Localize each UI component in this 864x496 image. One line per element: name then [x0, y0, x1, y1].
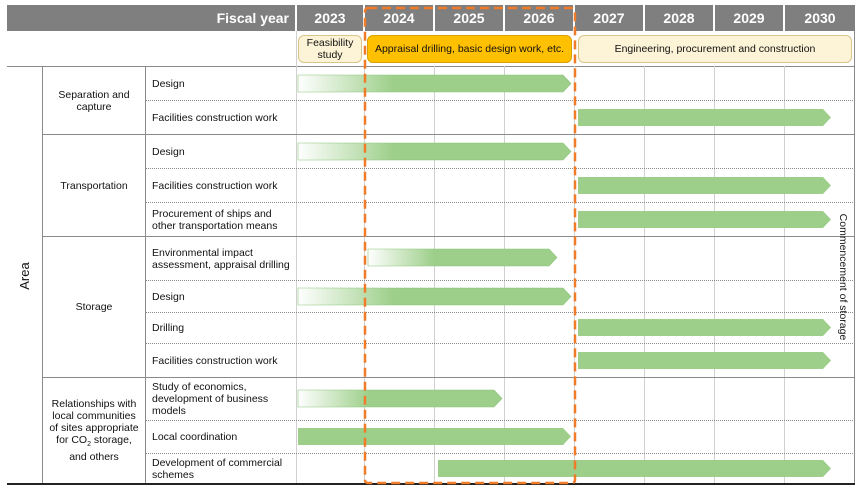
year-2030: 2030: [785, 5, 855, 31]
task-rel-local: Local coordination: [152, 431, 238, 443]
task-stor-drilling: Drilling: [152, 322, 185, 334]
task-stor-facilities: Facilities construction work: [152, 354, 278, 367]
year-2025: 2025: [435, 5, 503, 31]
category-transportation: Transportation: [60, 179, 128, 192]
area-label: Area: [17, 262, 32, 290]
task-trans-design: Design: [152, 145, 185, 158]
year-2029: 2029: [715, 5, 783, 31]
task-stor-design: Design: [152, 290, 185, 303]
phase-epc: Engineering, procurement and construction: [578, 35, 852, 63]
bar-trans-design: [298, 143, 571, 160]
year-2026: 2026: [505, 5, 573, 31]
bar-rel-commercial: [438, 460, 831, 477]
phase-appraisal: Appraisal drilling, basic design work, etc.: [367, 35, 572, 63]
bar-rel-local: [298, 428, 571, 445]
bar-sep-facilities: [578, 109, 831, 126]
category-relationships: Relationships with local communities of sites appropriate for $CO_2$ storage, and others: [49, 397, 139, 464]
year-2027: 2027: [575, 5, 643, 31]
task-rel-economics: Study of economics, development of business models: [152, 381, 269, 417]
category-separation: Separation and capture: [58, 88, 130, 113]
bar-stor-design: [298, 288, 571, 305]
fiscal-year-label: Fiscal year: [216, 10, 289, 26]
task-stor-eia: Environmental impact assessment, appraisal drilling: [152, 246, 290, 271]
phase-feasibility: Feasibility study: [298, 35, 362, 63]
year-2024: 2024: [365, 5, 433, 31]
category-storage: Storage: [75, 301, 113, 313]
year-2028: 2028: [645, 5, 713, 31]
task-rel-commercial: Development of commercial schemes: [152, 456, 283, 481]
task-trans-ships: Procurement of ships and other transportation means: [152, 207, 278, 232]
year-2023: 2023: [297, 5, 363, 31]
task-sep-facilities: Facilities construction work: [152, 111, 278, 124]
bar-stor-facilities: [578, 352, 831, 369]
commencement-of-storage-label: Commencement of storage: [837, 213, 849, 341]
task-sep-design: Design: [152, 77, 185, 90]
bar-sep-design: [298, 75, 571, 92]
task-trans-facilities: Facilities construction work: [152, 179, 278, 192]
bar-rel-economics: [298, 390, 502, 407]
bar-stor-eia: [368, 249, 557, 266]
bar-trans-ships: [578, 211, 831, 228]
bar-stor-drilling: [578, 319, 831, 336]
bar-trans-facilities: [578, 177, 831, 194]
